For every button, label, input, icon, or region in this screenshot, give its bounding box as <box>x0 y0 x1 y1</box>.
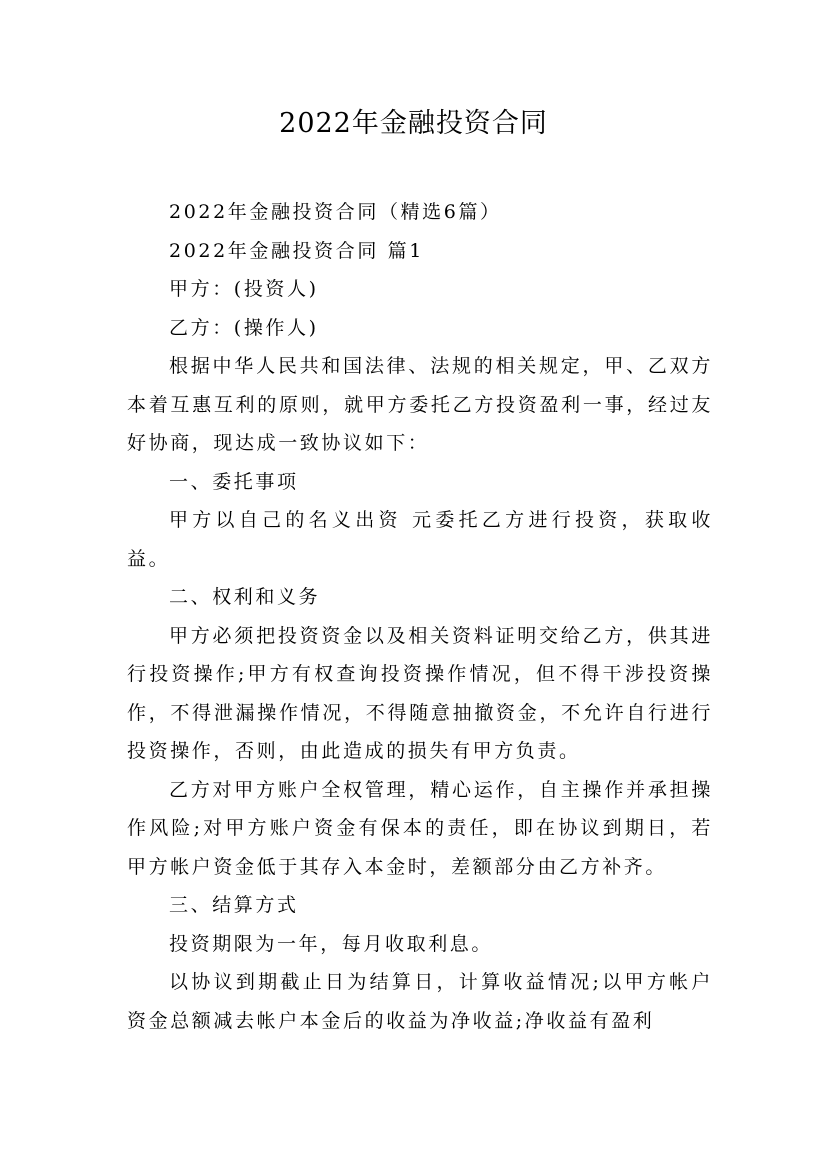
paragraph-entrustment: 甲方以自己的名义出资 元委托乙方进行投资，获取收益。 <box>127 509 713 570</box>
paragraph-settlement-term: 投资期限为一年，每月收取利息。 <box>169 932 494 955</box>
paragraph-heading-settlement: 三、结算方式 <box>169 894 299 916</box>
paragraph-heading-entrustment: 一、委托事项 <box>169 470 299 493</box>
paragraph-subtitle: 2022年金融投资合同（精选6篇） <box>169 201 502 223</box>
paragraph-heading-rights: 二、权利和义务 <box>169 586 321 608</box>
paragraph-rights-a: 甲方必须把投资资金以及相关资料证明交给乙方，供其进行投资操作;甲方有权查询投资操作情况，但不得干涉投资操作，不得泄漏操作情况，不得随意抽撤资金，不允许自行进行投资操作，否则，由此造成的损失有甲方负责。 <box>127 624 713 762</box>
paragraph-party-a: 甲方：(投资人) <box>169 278 319 300</box>
document-title: 2022年金融投资合同 <box>279 108 548 139</box>
document-body <box>127 193 713 1040</box>
paragraph-section-heading: 2022年金融投资合同 篇1 <box>169 239 424 262</box>
paragraph-party-b: 乙方：(操作人) <box>169 316 319 339</box>
paragraph-settlement-method: 以协议到期截止日为结算日，计算收益情况;以甲方帐户资金总额减去帐户本金后的收益为净收益;净收益有盈利 <box>127 971 713 1032</box>
paragraph-rights-b: 乙方对甲方账户全权管理，精心运作，自主操作并承担操作风险;对甲方账户资金有保本的责任，即在协议到期日，若甲方帐户资金低于其存入本金时，差额部分由乙方补齐。 <box>127 778 713 878</box>
paragraph-preamble: 根据中华人民共和国法律、法规的相关规定，甲、乙双方本着互惠互利的原则，就甲方委托乙方投资盈利一事，经过友好协商，现达成一致协议如下： <box>127 355 713 454</box>
